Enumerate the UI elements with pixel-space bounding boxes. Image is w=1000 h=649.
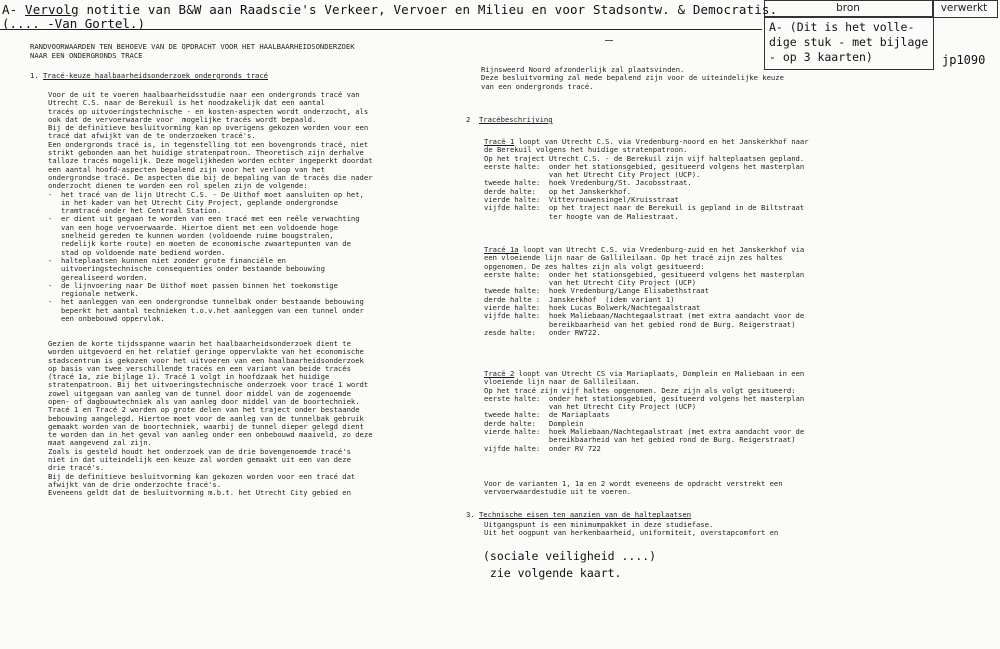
archive-code: jp1090	[942, 53, 986, 67]
trace-2-text: loopt van Utrecht CS via Mariaplaats, Domplein en Maliebaan in een vloeiende lijn naar de Gallileilaan. Op het tracé zijn vijf haltes opgenomen. Deze zijn als volgt gesitueerd: eerste halte: onder het stationsgebied, gesitueerd volgens het masterplan van het Utrecht City Project (UCP) tweede halte: de Mariaplaats derde halte: Domplein vierde halte: hoek Maliebaan/Nachtegaalstraat (met extra aandacht voor de bereikbaarheid van het gebied rond de Burg. Reigerstraat) vijfde halte: onder RV 722	[484, 369, 805, 453]
closing-note-line-1: (sociale veiligheid ....)	[483, 549, 657, 563]
verwerkt-header: verwerkt	[940, 2, 988, 14]
trace-1a-text: loopt van Utrecht C.S. via Vredenburg-zuid en het Janskerkhof via een vloeiende lijn naar de Gallileilaan. Op het tracé zijn zes haltes opgenomen. De zes haltes zijn als volgt gesitueerd: eerste halte: onder het stationsgebied, gesitueerd volgens het masterplan van het Utrecht City Project (UCP) tweede halte: hoek Vredenburg/Lange Elisabethstraat derde halte : Janskerkhof (idem variant 1) vierde halte: hoek Lucas Bolwerk/Nachtegaalstraat vijfde halte: hoek Maliebaan/Nachtegaalstraat (met extra aandacht voor de bereikbaarheid van het gebied rond de Burg. Reigerstraat) zesde halte: onder RW722.	[484, 245, 805, 337]
title-rest: notitie van B&W aan Raadscie's Verkeer, Vervoer en Milieu en voor Stadsontw. & Democratis.	[78, 2, 778, 17]
section-1-body: Voor de uit te voeren haalbaarheidsstudie naar een ondergronds tracé van Utrecht C.S. naar de Berekuil is het noodzakelijk dat een aantal tracés op uitvoeringstechnische - en kosten-aspecten wordt onderzocht, als ook dat de vervoerwaarde voor mogelijke tracés wordt bepaald. Bij de definitieve besluitvorming kan op overigens gekozen worden voor een tracé dat afwijkt van de te onderzoeken tracé's. Een ondergronds tracé is, in tegenstelling tot een bovengronds tracé, niet strikt gebonden aan het huidige stratenpatroon. Theoretisch zijn derhalve talloze tracés mogelijk. Deze mogelijkheden worden echter ingeperkt doordat een aantal hoofd-aspecten bepalend zijn voor het verloop van het ondergrondse tracé. De aspecten die bij de bepaling van de tracés die nader onderzocht dienen te worden een rol spelen zijn de volgende: - het tracé van de lijn Utrecht C.S. - De Uithof moet aansluiten op het, in het kader van het Utrecht City Project, geplande ondergrondse tramtracé onder het Centraal Station. - er dient uit gegaan te worden van een tracé met een reële verwachting van een hoge vervoerwaarde. Hiertoe dient met een voldoende hoge snelheid gereden te kunnen worden (voldoende ruime bougstralen, redelijk korte route) en moeten de economische zwaartepunten van de stad op voldoende mate bediend worden. - halteplaatsen kunnen niet zonder grote financiële en uitvoeringstechnische consequenties onder bestaande bebouwing gerealiseerd worden. - de lijnvoering naar De Uithof moet passen binnen het toekomstige regionale netwerk. - het aanleggen van een ondergrondse tunnelbak onder bestaande bebouwing beperkt het aantal technieken t.o.v.het aanleggen van een tunnel onder een onbebouwd oppervlak. Gezien de korte tijdsspanne waarin het haalbaarheidsonderzoek dient te worden uitgevoerd en het relatief geringe oppervlakte van het economische stadscentrum is gekozen voor het uitvoeren van een haalbaarheidsonderzoek op basis van twee verschillende tracés en een variant van beide tracés (tracé 1a, zie bijlage 1). Tracé 1 volgt in hoofdzaak het huidige stratenpatroon. Bij het uitvoeringstechnische onderzoek voor tracé 1 wordt zowel uitgegaan van aanleg van de tunnel door middel van de zogenoemde open- of dagbouwtechniek als van aanleg door middel van de boortechniek. Tracé 1 en Tracé 2 worden op grote delen van het traject onder bestaande bebouwing aangelegd. Hiertoe moet voor de aanleg van de tunnelbak gebruik gemaakt worden van de boortechniek, waarbij de tunnel dieper gelegd dient te worden dan in het geval van aanleg onder een onbebouwd maaiveld, zo deze maat aangevend zal zijn. Zoals is gesteld houdt het onderzoek van de drie bovengenoemde tracé's niet in dat uiteindelijk een keuze zal worden gemaakt uit een van deze drie tracé's. Bij de definitieve besluitvorming kan gekozen worden voor een tracé dat afwijkt van de drie onderzochte tracé's. Eveneens geldt dat de besluitvorming m.b.t. het Utrecht City gebied en	[48, 90, 373, 498]
document-subtitle: (.... -Van Gortel.)	[2, 16, 145, 31]
document-title	[2, 2, 777, 17]
bron-header: bron	[836, 2, 860, 14]
section-2-number: 2	[466, 115, 479, 124]
source-description: A- (Dit is het volle- dige stuk - met bijlage - op 3 kaarten)	[769, 20, 929, 64]
closing-note-line-2: zie volgende kaart.	[483, 566, 622, 580]
section-1-number: 1.	[30, 71, 43, 80]
trace-2-label: Tracé 2	[484, 369, 515, 378]
section-2-heading	[466, 116, 553, 124]
trace-1a-label: Tracé 1a	[484, 245, 519, 254]
trace-1-text: loopt van Utrecht C.S. via Vredenburg-noord en het Janskerkhof naar de Berekuil volgens het huidige stratenpatroon. Op het traject Utrecht C.S. - de Berekuil zijn vijf halteplaatsen gepland. eerste halte: onder het stationsgebied, gesitueerd volgens het masterplan van het Utrecht City Project (UCP). tweede halte: hoek Vredenburg/St. Jacobsstraat. derde halte: op het Janskerkhof. vierde halte: Vittevrouwensingel/Kruisstraat vijfde halte: op het traject naar de Berekuil is gepland in de Biltstraat ter hoogte van de Maliestraat.	[484, 137, 809, 221]
section-1-title: Tracé-keuze haalbaarheidsonderzoek ondergronds tracé	[42, 71, 269, 80]
doc-heading-line-1: RANDVOORWAARDEN TEN BEHOEVE VAN DE OPDRACHT VOOR HET HAALBAARHEIDSONDERZOEK	[30, 42, 355, 51]
section-3-body: Uitgangspunt is een minimumpakket in deze studiefase. Uit het oogpunt van herkenbaarheid, uniformiteit, overstapcomfort en	[484, 520, 779, 538]
section-3-title: Technische eisen ten aanzien van de halteplaatsen	[478, 510, 692, 519]
title-rule	[0, 29, 762, 30]
trace-2-paragraph	[484, 370, 804, 453]
section-2-title: Tracébeschrijving	[478, 115, 553, 124]
doc-heading-line-2: NAAR EEN ONDERGRONDS TRACE	[30, 51, 143, 60]
right-intro: Rijnsweerd Noord afzonderlijk zal plaatsvinden. Deze besluitvorming zal mede bepalend zijn voor de uiteindelijke keuze van een ondergronds tracé.	[481, 65, 784, 91]
section-1-heading	[30, 72, 268, 80]
section-3-heading	[466, 511, 691, 519]
variants-paragraph: Voor de varianten 1, 1a en 2 wordt eveneens de opdracht verstrekt een vervoerwaardestudie uit te voeren.	[484, 479, 783, 497]
title-prefix: A-	[2, 2, 26, 17]
trace-1a-paragraph	[484, 246, 804, 337]
title-vervolg: Vervolg	[25, 2, 79, 17]
trace-1-paragraph	[484, 138, 809, 221]
trace-1-label: Tracé 1	[484, 137, 515, 146]
section-3-number: 3.	[466, 510, 479, 519]
source-table	[764, 0, 998, 72]
stray-mark	[605, 40, 613, 41]
